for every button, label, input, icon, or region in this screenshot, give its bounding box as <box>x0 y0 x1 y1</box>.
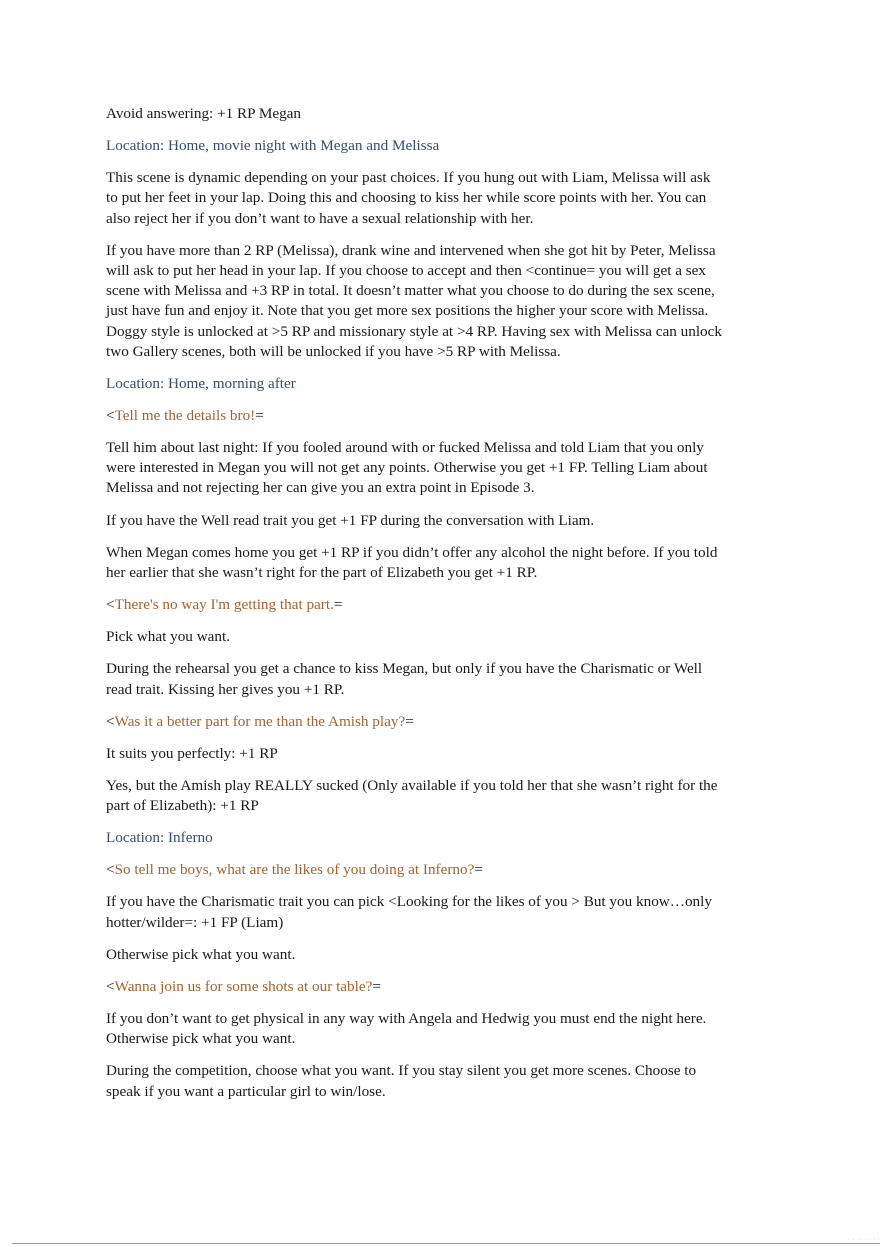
dialogue-choice <box>106 712 726 732</box>
paragraph: If you don’t want to get physical in any way with Angela and Hedwig you must end the night here. Otherwise pick what you want. <box>106 1010 707 1048</box>
location-heading: Location: Inferno <box>106 829 213 847</box>
choice-open-bracket: < <box>106 978 115 996</box>
choice-close-marker: = <box>405 712 414 730</box>
paragraph: It suits you perfectly: +1 RP <box>106 744 278 762</box>
location-heading: Location: Home, morning after <box>106 375 296 393</box>
paragraph: Pick what you want. <box>106 628 231 646</box>
paragraph: Tell him about last night: If you fooled around with or fucked Melissa and told Liam that you only were interested in Megan you will not get any points. Otherwise you get +1 FP. Telling Liam about Melissa and not rejecting her can give you an extra point in Episode 3. <box>106 439 708 497</box>
choice-text: Tell me the details bro! <box>114 407 256 425</box>
paragraph: Otherwise pick what you want. <box>106 945 296 963</box>
paragraph: Yes, but the Amish play REALLY sucked (Only available if you told her that she wasn’t right for the part of Elizabeth): +1 RP <box>106 777 718 815</box>
choice-close-marker: = <box>333 596 343 614</box>
paragraph: During the rehearsal you get a chance to kiss Megan, but only if you have the Charismatic or Well read trait. Kissing her gives you +1 RP. <box>106 660 703 698</box>
choice-text: Wanna join us for some shots at our table? <box>114 978 373 996</box>
choice-text: Was it a better part for me than the Amish play? <box>114 712 406 730</box>
dialogue-choice <box>106 860 726 880</box>
paragraph: If you have the Well read trait you get +1 FP during the conversation with Liam. <box>106 511 595 529</box>
choice-open-bracket: < <box>106 861 115 879</box>
paragraph: This scene is dynamic depending on your past choices. If you hung out with Liam, Melissa will ask to put her feet in your lap. Doing this and choosing to kiss her while score points with her. You can also reject her if you don’t want to have a sexual relationship with her. <box>106 169 711 227</box>
dialogue-choice <box>106 595 726 615</box>
choice-text: So tell me boys, what are the likes of you doing at Inferno? <box>114 861 475 879</box>
choice-open-bracket: < <box>106 596 115 614</box>
dialogue-choice <box>106 406 726 426</box>
document-body <box>106 104 726 1114</box>
choice-close-marker: = <box>255 407 264 425</box>
footer-rule <box>12 1243 880 1244</box>
choice-open-bracket: < <box>106 407 115 425</box>
location-heading: Location: Home, movie night with Megan and Melissa <box>106 137 440 155</box>
paragraph: If you have more than 2 RP (Melissa), drank wine and intervened when she got hit by Peter, Melissa will ask to put her head in your lap. If you choose to accept and then <continue= you will get a sex scene with Melissa and +3 RP in total. It doesn’t matter what you choose to do during the sex scene, just have fun and enjoy it. Note that you get more sex positions the higher your score with Melissa. Doggy style is unlocked at >5 RP and missionary style at >4 RP. Having sex with Melissa can unlock two Gallery scenes, both will be unlocked if you have >5 RP with Melissa. <box>106 241 722 360</box>
paragraph: If you have the Charismatic trait you can pick <Looking for the likes of you > But you know…only hotter/wilder=: +1 FP (Liam) <box>106 893 712 931</box>
footer-mark: · ·· ·· ··· · · <box>846 1236 880 1243</box>
paragraph: Avoid answering: +1 RP Megan <box>106 105 302 122</box>
choice-text: There's no way I'm getting that part. <box>114 596 334 614</box>
paragraph: During the competition, choose what you want. If you stay silent you get more scenes. Choose to speak if you want a particular girl to win/lose. <box>106 1062 697 1100</box>
choice-close-marker: = <box>474 861 483 879</box>
choice-open-bracket: < <box>106 712 115 730</box>
choice-close-marker: = <box>372 978 381 996</box>
dialogue-choice <box>106 977 726 997</box>
paragraph: When Megan comes home you get +1 RP if you didn’t offer any alcohol the night before. If you told her earlier that she wasn’t right for the part of Elizabeth you get +1 RP. <box>106 543 718 582</box>
